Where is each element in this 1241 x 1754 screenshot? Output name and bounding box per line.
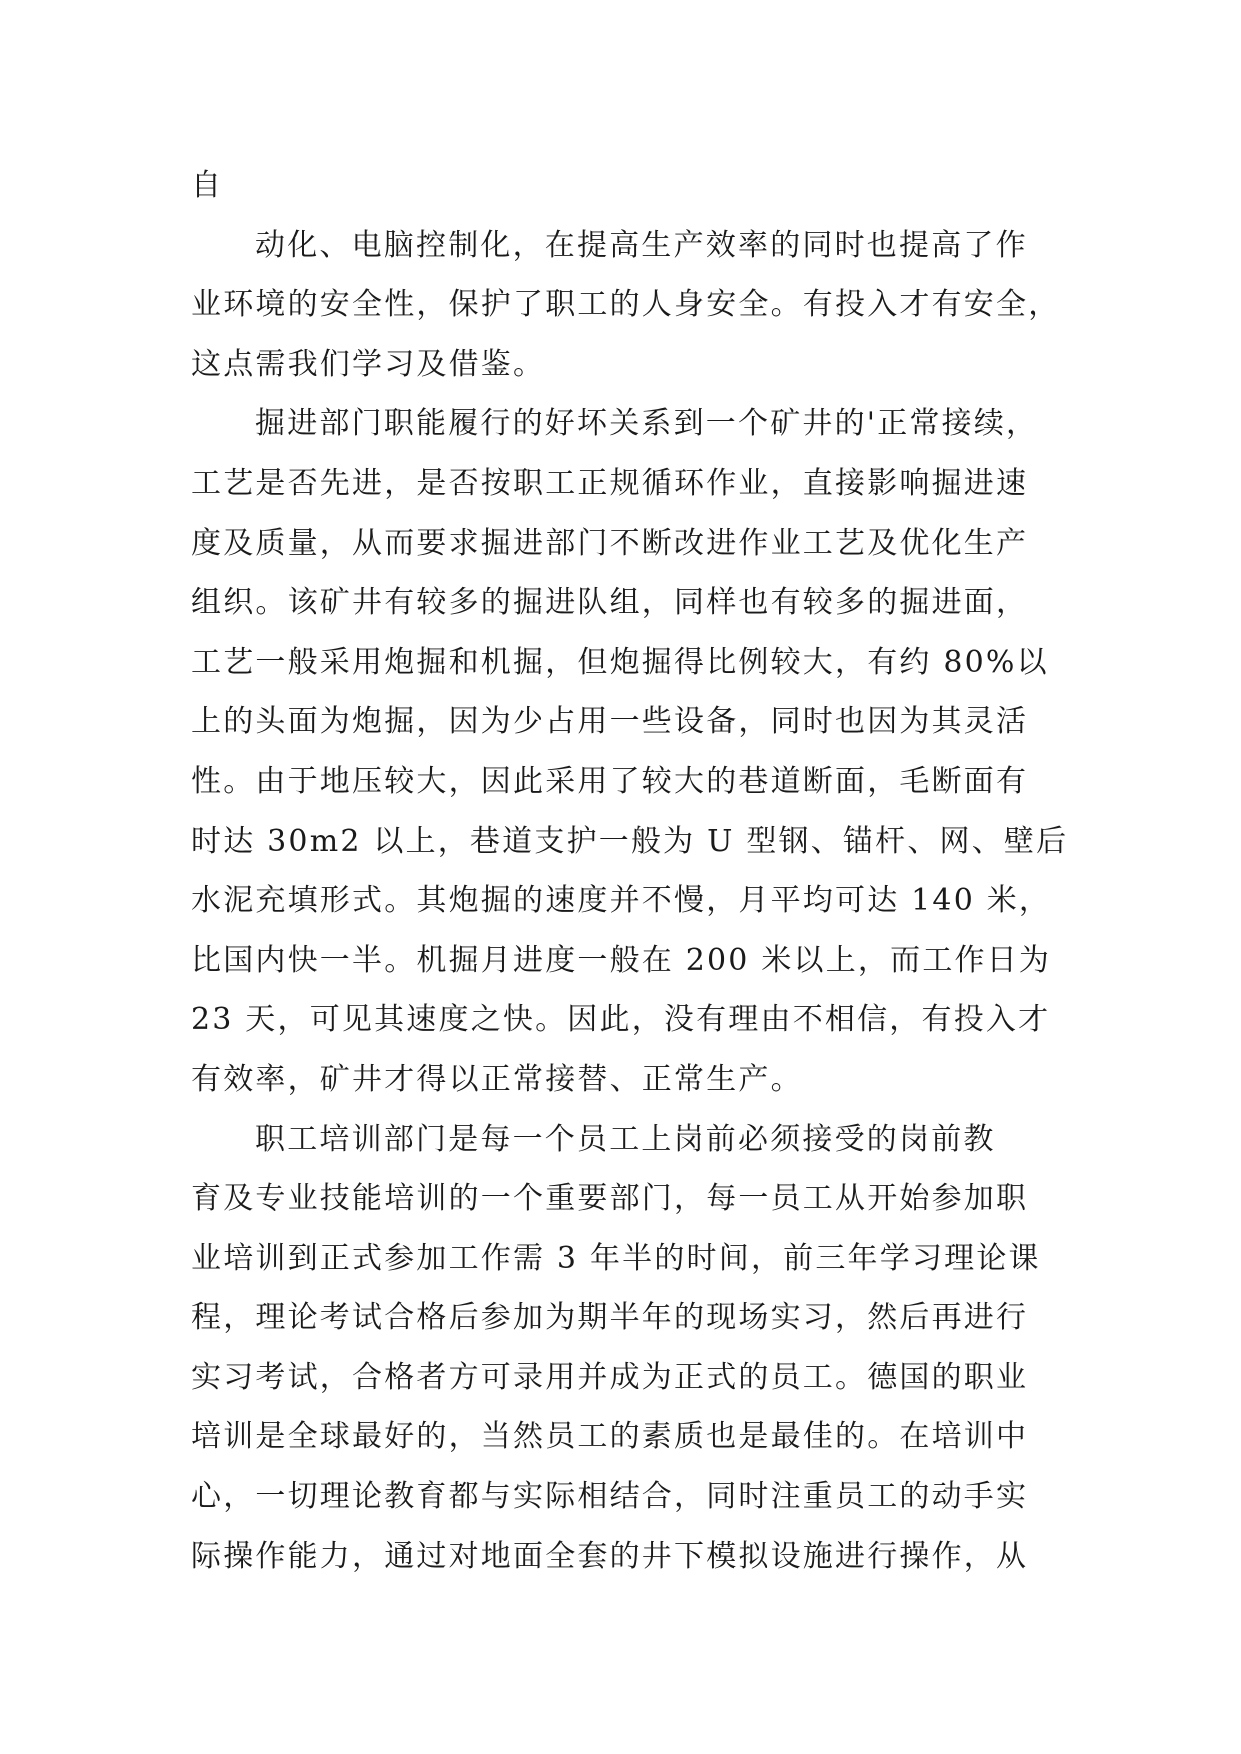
text-line: 性。由于地压较大，因此采用了较大的巷道断面，毛断面有 [191,763,1029,799]
text-line: 上的头面为炮掘，因为少占用一些设备，同时也因为其灵活 [191,704,1029,740]
paragraph-start-line: 掘进部门职能履行的好坏关系到一个矿井的'正常接续， [255,406,1039,442]
text-line: 培训是全球最好的，当然员工的素质也是最佳的。在培训中 [191,1419,1029,1455]
paragraph-start-line: 职工培训部门是每一个员工上岗前必须接受的岗前教 [255,1121,996,1157]
text-line: 有效率，矿井才得以正常接替、正常生产。 [191,1061,803,1097]
text-line: 业培训到正式参加工作需 3 年半的时间，前三年学习理论课 [191,1240,1041,1276]
text-line: 23 天，可见其速度之快。因此，没有理由不相信，有投入才 [191,1002,1051,1038]
text-line: 际操作能力，通过对地面全套的井下模拟设施进行操作，从 [191,1538,1029,1574]
text-line: 业环境的安全性，保护了职工的人身安全。有投入才有安全， [191,287,1061,323]
text-line: 水泥充填形式。其炮掘的速度并不慢，月平均可达 140 米， [191,883,1052,919]
text-line: 实习考试，合格者方可录用并成为正式的员工。德国的职业 [191,1359,1029,1395]
text-line: 工艺一般采用炮掘和机掘，但炮掘得比例较大，有约 80%以 [191,644,1049,680]
text-line: 程，理论考试合格后参加为期半年的现场实习，然后再进行 [191,1300,1029,1336]
text-line: 度及质量，从而要求掘进部门不断改进作业工艺及优化生产 [191,525,1029,561]
text-line: 育及专业技能培训的一个重要部门，每一员工从开始参加职 [191,1181,1029,1217]
text-line: 这点需我们学习及借鉴。 [191,346,546,382]
text-line: 时达 30m2 以上，巷道支护一般为 U 型钢、锚杆、网、壁后 [191,823,1069,859]
text-line: 自 [191,168,224,203]
paragraph-start-line: 动化、电脑控制化，在提高生产效率的同时也提高了作 [255,227,1028,263]
text-line: 比国内快一半。机掘月进度一般在 200 米以上，而工作日为 [191,942,1052,978]
text-line: 工艺是否先进，是否按职工正规循环作业，直接影响掘进速 [191,465,1029,501]
body-text [191,156,1069,1586]
text-line: 心，一切理论教育都与实际相结合，同时注重员工的动手实 [191,1479,1029,1515]
text-line: 组织。该矿井有较多的掘进队组，同样也有较多的掘进面， [191,585,1029,621]
